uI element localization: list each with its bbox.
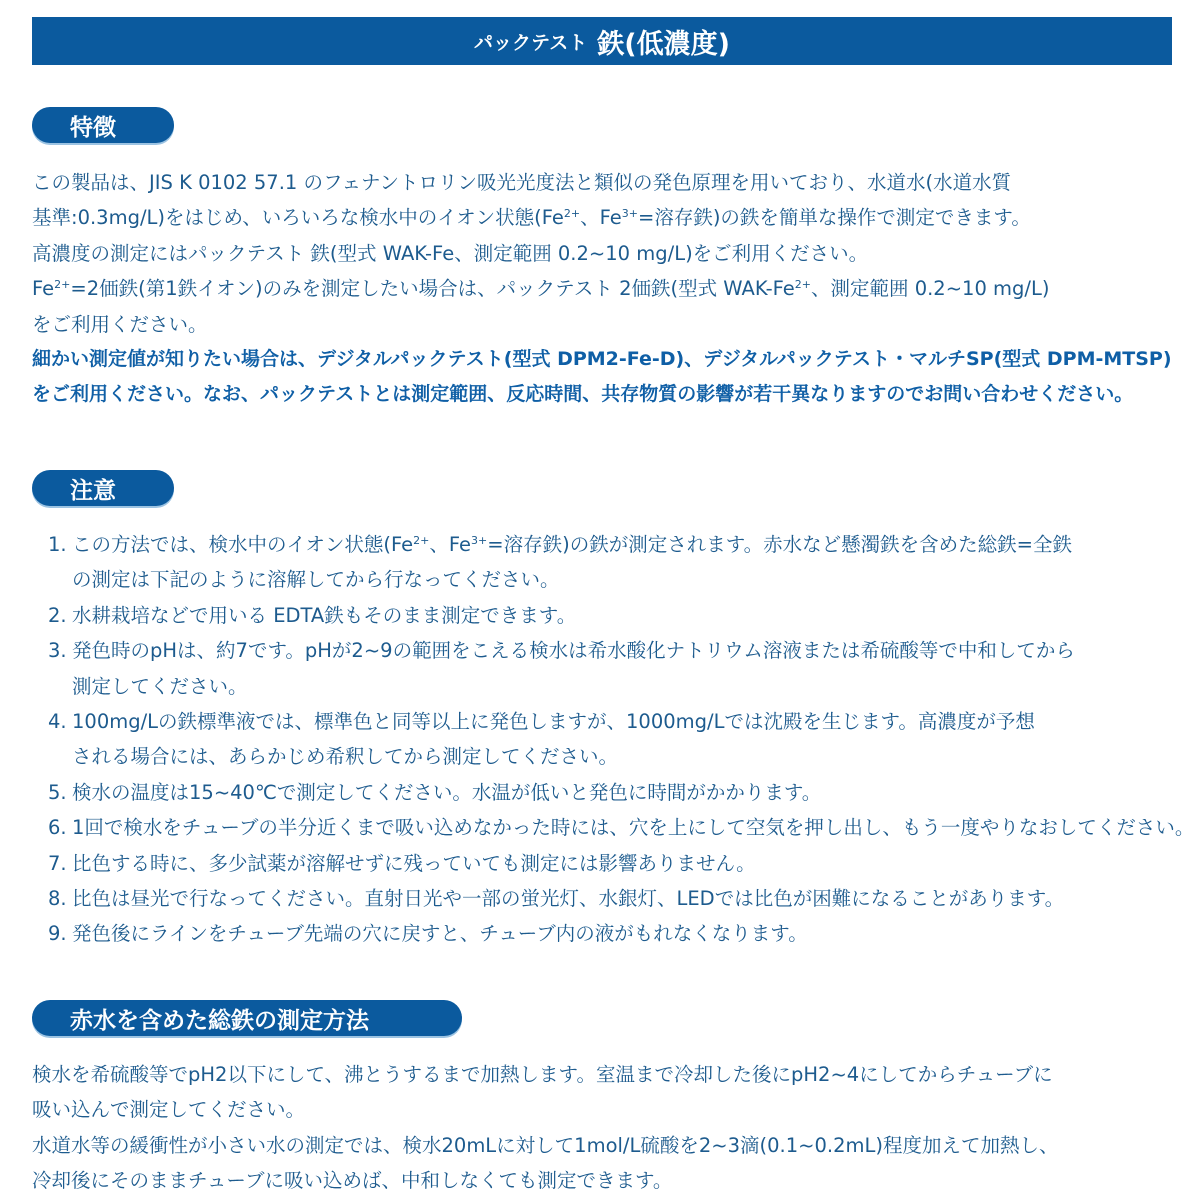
text-segment: 冷却後にそのままチューブに吸い込めば、中和しなくても測定できます。 — [32, 1169, 673, 1193]
text-segment: の測定は下記のように溶解してから行なってください。 — [72, 568, 560, 592]
item-number: 7. — [48, 851, 67, 875]
text-segment: される場合には、あらかじめ希釈してから測定してください。 — [72, 745, 619, 769]
text-line — [72, 669, 1184, 704]
caution-item — [34, 916, 1184, 951]
text-line — [72, 775, 1184, 810]
text-segment: をご利用ください。 — [32, 312, 208, 336]
item-number: 4. — [48, 710, 67, 734]
text-segment: =2価鉄(第1鉄イオン)のみを測定したい場合は、パックテスト 2価鉄(型式 WAK-Fe — [70, 277, 795, 301]
caution-item — [34, 775, 1184, 810]
text-line — [72, 846, 1184, 881]
caution-item — [34, 598, 1184, 633]
text-segment: 発色後にラインをチューブ先端の穴に戻すと、チューブ内の液がもれなくなります。 — [72, 922, 808, 946]
text-line — [32, 165, 1182, 200]
text-line — [72, 562, 1184, 597]
text-line — [32, 271, 1182, 306]
text-line — [72, 916, 1184, 951]
text-line — [32, 1163, 1182, 1198]
text-segment: 検水の温度は15~40℃で測定してください。水温が低いと発色に時間がかかります。 — [72, 780, 822, 804]
text-line — [32, 307, 1182, 342]
text-segment: 、Fe — [580, 206, 622, 230]
text-segment: 水耕栽培などで用いる EDTA鉄もそのまま測定できます。 — [72, 603, 577, 627]
text-segment: 検水を希硫酸等でpH2以下にして、沸とうするまで加熱します。室温まで冷却した後にpH2~4にしてからチューブに — [32, 1063, 1053, 1086]
item-number: 3. — [48, 639, 67, 663]
text-segment: 発色時のpHは、約7です。pHが2~9の範囲をこえる検水は希水酸化ナトリウム溶液または希硫酸等で中和してから — [72, 639, 1075, 663]
text-segment: 1回で検水をチューブの半分近くまで吸い込めなかった時には、穴を上にして空気を押し出し、もう一度やりなおしてください。 — [72, 816, 1195, 840]
item-number: 8. — [48, 887, 67, 911]
text-segment: 高濃度の測定にはパックテスト 鉄(型式 WAK-Fe、測定範囲 0.2~10 mg/L)をご利用ください。 — [32, 241, 869, 265]
text-line — [32, 1092, 1182, 1127]
text-line — [72, 527, 1184, 562]
text-segment: 水道水等の緩衝性が小さい水の測定では、検水20mLに対して1mol/L硫酸を2~3滴(0.1~0.2mL)程度加えて加熱し、 — [32, 1133, 1059, 1157]
text-segment: この方法では、検水中のイオン状態(Fe — [72, 533, 414, 556]
title-prefix: パックテスト — [474, 31, 588, 54]
text-line — [32, 1057, 1182, 1092]
text-line — [72, 598, 1184, 633]
superscript-charge: 2+ — [794, 278, 811, 292]
item-number: 1. — [48, 533, 67, 556]
caution-item — [34, 704, 1184, 775]
item-number: 2. — [48, 603, 67, 627]
text-line — [72, 739, 1184, 774]
caution-item — [34, 846, 1184, 881]
text-line — [32, 200, 1182, 235]
text-segment: 比色は昼光で行なってください。直射日光や一部の蛍光灯、水銀灯、LEDでは比色が困難になることがあります。 — [72, 887, 1065, 911]
text-segment: 、Fe — [429, 533, 472, 556]
text-segment: 100mg/Lの鉄標準液では、標準色と同等以上に発色しますが、1000mg/Lでは沈殿を生じます。高濃度が予想 — [72, 710, 1035, 734]
superscript-charge: 2+ — [563, 207, 581, 221]
section-heading-caution: 注意 — [32, 470, 174, 506]
text-line — [32, 236, 1182, 271]
section-heading-total-iron: 赤水を含めた総鉄の測定方法 — [32, 1000, 462, 1036]
total-iron-text — [32, 1057, 1182, 1199]
superscript-charge: 3+ — [621, 207, 638, 221]
item-number: 6. — [48, 816, 67, 840]
title-bar — [32, 17, 1172, 65]
text-segment: 測定してください。 — [72, 674, 248, 698]
caution-item — [34, 810, 1195, 845]
text-segment: =溶存鉄)の鉄が測定されます。赤水など懸濁鉄を含めた総鉄=全鉄 — [487, 533, 1072, 556]
item-number: 5. — [48, 780, 67, 804]
caution-item — [34, 881, 1184, 916]
superscript-charge: 2+ — [413, 534, 430, 547]
text-segment: 比色する時に、多少試薬が溶解せずに残っていても測定には影響ありません。 — [72, 851, 756, 875]
features-text — [32, 165, 1182, 413]
text-segment: この製品は、JIS K 0102 57.1 のフェナントロリン吸光光度法と類似の発色原理を用いており、水道水(水道水質 — [32, 171, 1012, 194]
superscript-charge: 3+ — [471, 534, 488, 547]
caution-item — [34, 633, 1184, 704]
caution-item — [34, 527, 1184, 598]
text-line — [72, 881, 1184, 916]
superscript-charge: 2+ — [54, 278, 71, 292]
text-line — [72, 633, 1184, 668]
text-segment: =溶存鉄)の鉄を簡単な操作で測定できます。 — [637, 206, 1031, 230]
features-bold-line: をご利用ください。なお、パックテストとは測定範囲、反応時間、共存物質の影響が若干異なりますのでお問い合わせください。 — [32, 383, 1134, 406]
caution-list — [34, 527, 1195, 952]
features-bold-line: 細かい測定値が知りたい場合は、デジタルパックテスト(型式 DPM2-Fe-D)、デジタルパックテスト・マルチSP(型式 DPM-MTSP) — [32, 348, 1172, 371]
page-title: 鉄(低濃度) — [597, 28, 730, 60]
text-line — [72, 810, 1195, 845]
section-heading-features: 特徴 — [32, 107, 174, 143]
item-number: 9. — [48, 922, 67, 946]
text-segment: 基準:0.3mg/L)をはじめ、いろいろな検水中のイオン状態(Fe — [32, 206, 564, 230]
text-segment: Fe — [32, 277, 55, 301]
text-segment: 、測定範囲 0.2~10 mg/L) — [811, 277, 1050, 301]
text-line — [32, 1128, 1182, 1163]
text-segment: 吸い込んで測定してください。 — [32, 1098, 306, 1122]
text-line — [72, 704, 1184, 739]
